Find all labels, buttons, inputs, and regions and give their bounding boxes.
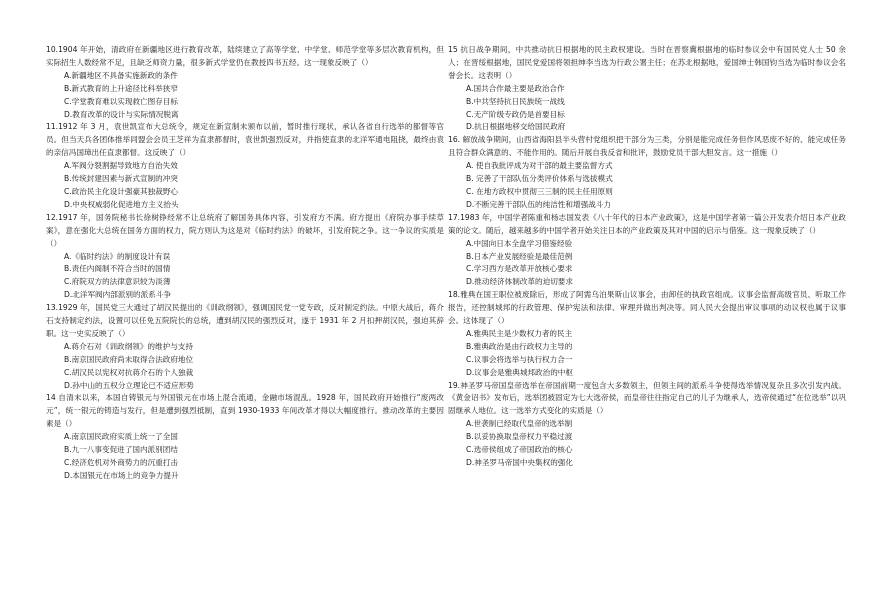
- option-b: B.中共坚持抗日民族统一战线: [466, 96, 565, 106]
- option-d: D.教育改革的设计与实际情况脱离: [64, 109, 179, 119]
- option-b: B.九一八事变促进了国内派别团结: [64, 445, 178, 455]
- option-b: B. 完善了干部队伍分类评价体系与选拔模式: [466, 174, 613, 184]
- question-18: [448, 289, 846, 379]
- option-a: A.军阀分裂割据导致地方自治失效: [64, 161, 178, 171]
- option-b: B.以妥协换取皇帝权力平稳过渡: [466, 432, 573, 442]
- question-10: [46, 44, 444, 121]
- option-a: A.国共合作最主要是政治合作: [466, 83, 565, 93]
- question-stem: 19.神圣罗马帝国皇帝选举在帝国前期一度包含大多数领主，但领主间的派系斗争使得选举情况复杂且多次引发内战。《黄金诏书》发布后，选举团被固定为七大选帝侯，而皇帝往往指定自己的儿子为继承人，选帝侯通过“在位选举”以巩固继承人地位。这一选举方式变化的实质是（）: [448, 380, 846, 416]
- option-b: B.雅典政治是由行政权力主导的: [466, 341, 573, 351]
- option-a: A.《临时约法》的制度设计有误: [64, 251, 171, 261]
- question-stem: 14 自清末以来，本国自铸银元与外国银元在市场上混合流通，金融市场混乱。1928 年，国民政府开始推行“废两改元”，统一银元的铸造与发行，但是遭到强烈抵制，直到 1930-1933 年间改革才得以大幅度推行。推动改革的主要因素是（）: [46, 393, 444, 429]
- question-stem: 13.1929 年，国民党三大通过了胡汉民提出的《训政纲领》，强调国民党一党专政，反对制定约法。中原大战后，蒋介石支持制定约法，设置可以任免五院院长的总统，遭到胡汉民的强烈反对，遂于 1931 年 2 月扣押胡汉民，强迫其辞职。这一史实反映了（）: [46, 303, 444, 338]
- option-b: B.南京国民政府尚未取得合法政府地位: [64, 354, 194, 364]
- option-c: C.府院双方的法律意识较为淡薄: [64, 277, 171, 287]
- question-14: [46, 392, 444, 482]
- option-b: B.传统封建因素与新式宣制的冲突: [64, 174, 178, 184]
- option-a: A.新疆地区不具备实施新政的条件: [64, 70, 178, 80]
- option-c: C.选帝侯组成了帝国政治的核心: [466, 445, 573, 455]
- option-d: D.孙中山的五权分立理论已不适应形势: [64, 380, 194, 390]
- option-c: C.学堂教育难以实现救亡图存目标: [64, 96, 179, 106]
- question-11: [46, 121, 444, 211]
- question-stem: 16. 解放战争期间，山西省海阳县半头营村党组织把干部分为三类，分别是能完成任务但作风恶废不好的、能完成任务且符合群众满意的、不能作用的。随后开展自我反省和批评，鼓励党员干部大胆发言。这一措施（）: [448, 135, 846, 158]
- option-d: D.议事会是雅典城邦政治的中枢: [466, 367, 573, 377]
- question-16: [448, 134, 846, 211]
- question-13: [46, 302, 444, 392]
- option-d: D.本国银元在市场上的竞争力提升: [64, 470, 179, 480]
- question-stem: 11.1912 年 3 月，袁世凯宣布大总统令，规定在新宣制未颁布以前，暂时推行现状，承认各省自行选举的都督等官员。但当天兵各团体推举同盟会会员王芝祥为直隶都督时，袁世凯强烈反对，并指使直隶的北洋军通电阻挠，最终由袁的亲信冯国璋出任直隶都督。这反映了（）: [46, 122, 444, 158]
- question-stem: 17.1983 年，中国学者陈重和杨志国发表《八十年代的日本产业政策》，这是中国学者第一篇公开发表介绍日本产业政策的论文。随后，越来越多的中国学者开始关注日本的产业政策及其对中国的启示与借鉴。这一现象反映了（）: [448, 212, 846, 235]
- option-b: B.日本产业发展经验是最佳范例: [466, 251, 573, 261]
- option-a: A. 使自我批评成为对干部的最主要监督方式: [466, 161, 613, 171]
- option-d: D.抗日根据地移交给国民政府: [466, 122, 566, 132]
- option-c: C.学习西方是改革开放核心要求: [466, 264, 573, 274]
- question-19: [448, 380, 846, 470]
- question-stem: 15 抗日战争期间，中共推动抗日根据地的民主政权建设。当时在晋察冀根据地的临时参议会中有国民党人士 50 余人；在晋绥根据地，国民党爱国将领担绅李当选为行政公署主任；在苏北根据地，爱国绅士韩国钧当选为临时参议会名誉会长。这表明（）: [448, 45, 846, 80]
- option-a: A.南京国民政府实质上统一了全国: [64, 432, 178, 442]
- option-a: A.雅典民主是少数权力者的民主: [466, 328, 573, 338]
- question-stem: 10.1904 年开始，清政府在新疆地区进行教育改革，陆续建立了高等学堂、中学堂、师范学堂等多层次教育机构，但实际招生人数经常不足，且缺乏师资力量，很多新式学堂仍在教授四书五经。这一现象反映了（）: [46, 45, 444, 67]
- option-c: C.胡汉民以宪权对抗蒋介石的个人独裁: [64, 367, 194, 377]
- option-b: B.责任内阁制不符合当时的国情: [64, 264, 171, 274]
- question-15: [448, 44, 846, 134]
- option-c: C.政治民主化设计强豪其独裁野心: [64, 186, 179, 196]
- option-a: A.蒋介石对《训政纲领》的维护与支持: [64, 341, 193, 351]
- option-d: D.神圣罗马帝国中央集权的强化: [466, 458, 573, 467]
- option-b: B.新式教育的上升途径比科举狭窄: [64, 83, 178, 93]
- left-question-column: [46, 44, 444, 483]
- option-d: D.推动经济体制改革的迫切要求: [466, 277, 573, 287]
- option-d: D.不断完善干部队伍的纯洁性和增强战斗力: [466, 199, 611, 209]
- question-stem: 12.1917 年，国务院秘书长徐树铮经常不让总统府了解国务具体内容，引发府方不满。府方提出《府院办事手续草案》，意在强化大总统在国务方面的权力，院方则认为这是对《临时约法》的破坏，引发府院之争。这一争议的实质是（）: [46, 212, 444, 248]
- option-c: C.无产阶级专政仍是首要目标: [466, 109, 565, 119]
- question-17: [448, 212, 846, 289]
- option-d: D.北洋军阀内部派别的派系斗争: [64, 290, 171, 300]
- option-a: A.中国向日本全盘学习借鉴经验: [466, 238, 573, 248]
- option-c: C.经济危机对外商势力的沉重打击: [64, 458, 179, 467]
- option-a: A.世袭制已经取代皇帝的选举制: [466, 419, 573, 429]
- right-question-column: [448, 44, 846, 470]
- question-12: [46, 212, 444, 302]
- option-c: C.议事会将选举与执行权力合一: [466, 354, 573, 364]
- question-stem: 18.雅典在国王职位被废除后，形成了阿需乌泊果斯山议事会，由卸任的执政官组成。议事会监督高级官员、听取工作报告，还控制城邦的行政管理、保护宪法和法律、审理并做出判决等。同人民大会提出审议事项的动议权也属于议事会。这体现了（）: [448, 290, 846, 326]
- option-c: C. 在地方政权中贯彻三三制的民主任用原则: [466, 186, 613, 196]
- option-d: D.中央权威弱化促进地方主义抬头: [64, 199, 179, 209]
